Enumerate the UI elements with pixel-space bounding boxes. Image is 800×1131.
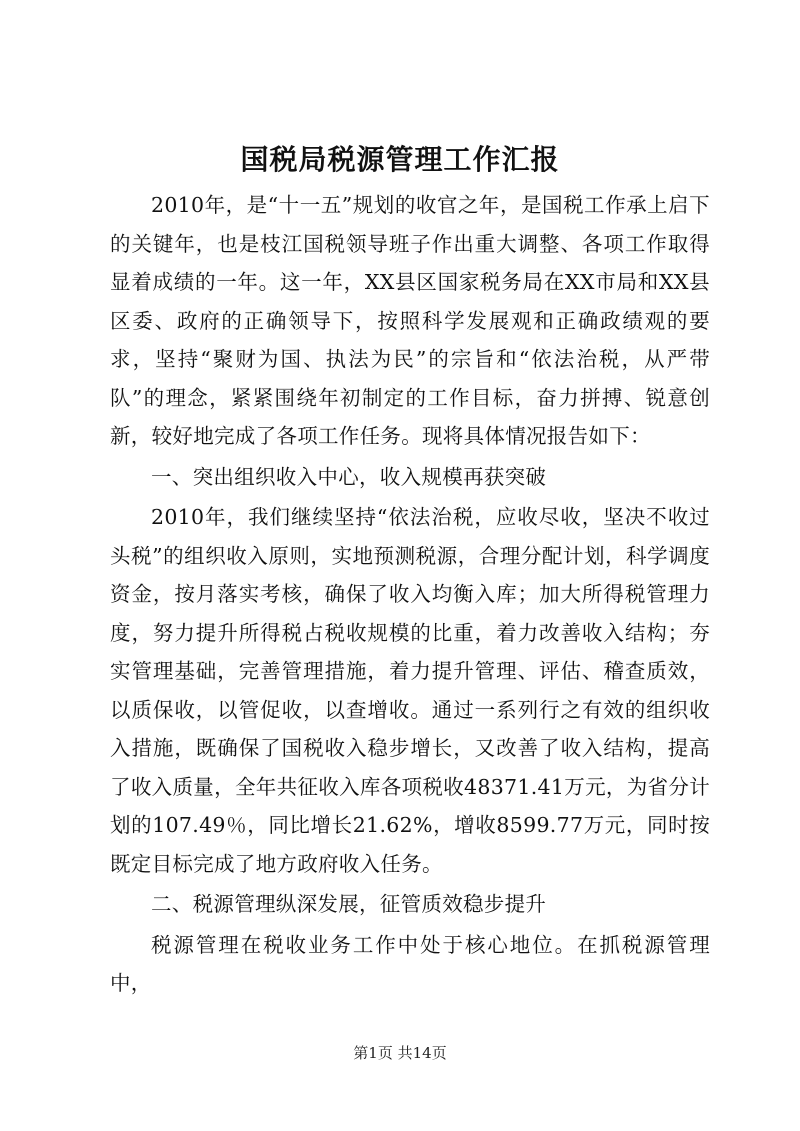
paragraph-section-2: 税源管理在税收业务工作中处于核心地位。在抓税源管理中， <box>110 932 710 995</box>
paragraph-section-1: 2010年，我们继续坚持“依法治税，应收尽收，坚决不收过头税”的组织收入原则，实地预测税源，合理分配计划，科学调度资金，按月落实考核，确保了收入均衡入库；加大所得税管理力度，努力提升所得税占税收规模的比重，着力改善收入结构；夯实管理基础，完善管理措施，着力提升管理、评估、稽查质效，以质保收，以管促收，以查增收。通过一系列行之有效的组织收入措施，既确保了国税收入稳步增长，又改善了收入结构，提高了收入质量，全年共征收入库各项税收48371.41万元，为省分计划的107.49％，同比增长21.62%，增收8599.77万元，同时按既定目标完成了地方政府收入任务。 <box>110 505 710 876</box>
section-heading-2: 二、税源管理纵深发展，征管质效稳步提升 <box>151 892 547 916</box>
document-title: 国税局税源管理工作汇报 <box>240 143 560 176</box>
page-number-footer: 第1页 共14页 <box>353 1044 447 1062</box>
paragraph-intro: 2010年，是“十一五”规划的收官之年，是国税工作承上启下的关键年，也是枝江国税领导班子作出重大调整、各项工作取得显着成绩的一年。这一年，XX县区国家税务局在XX市局和XX县区委、政府的正确领导下，按照科学发展观和正确政绩观的要求，坚持“聚财为国、执法为民”的宗旨和“依法治税，从严带队”的理念，紧紧围绕年初制定的工作目标，奋力拼搏、锐意创新，较好地完成了各项工作任务。现将具体情况报告如下： <box>110 193 710 448</box>
section-heading-1: 一、突出组织收入中心，收入规模再获突破 <box>151 464 547 489</box>
document-body <box>110 186 710 1003</box>
